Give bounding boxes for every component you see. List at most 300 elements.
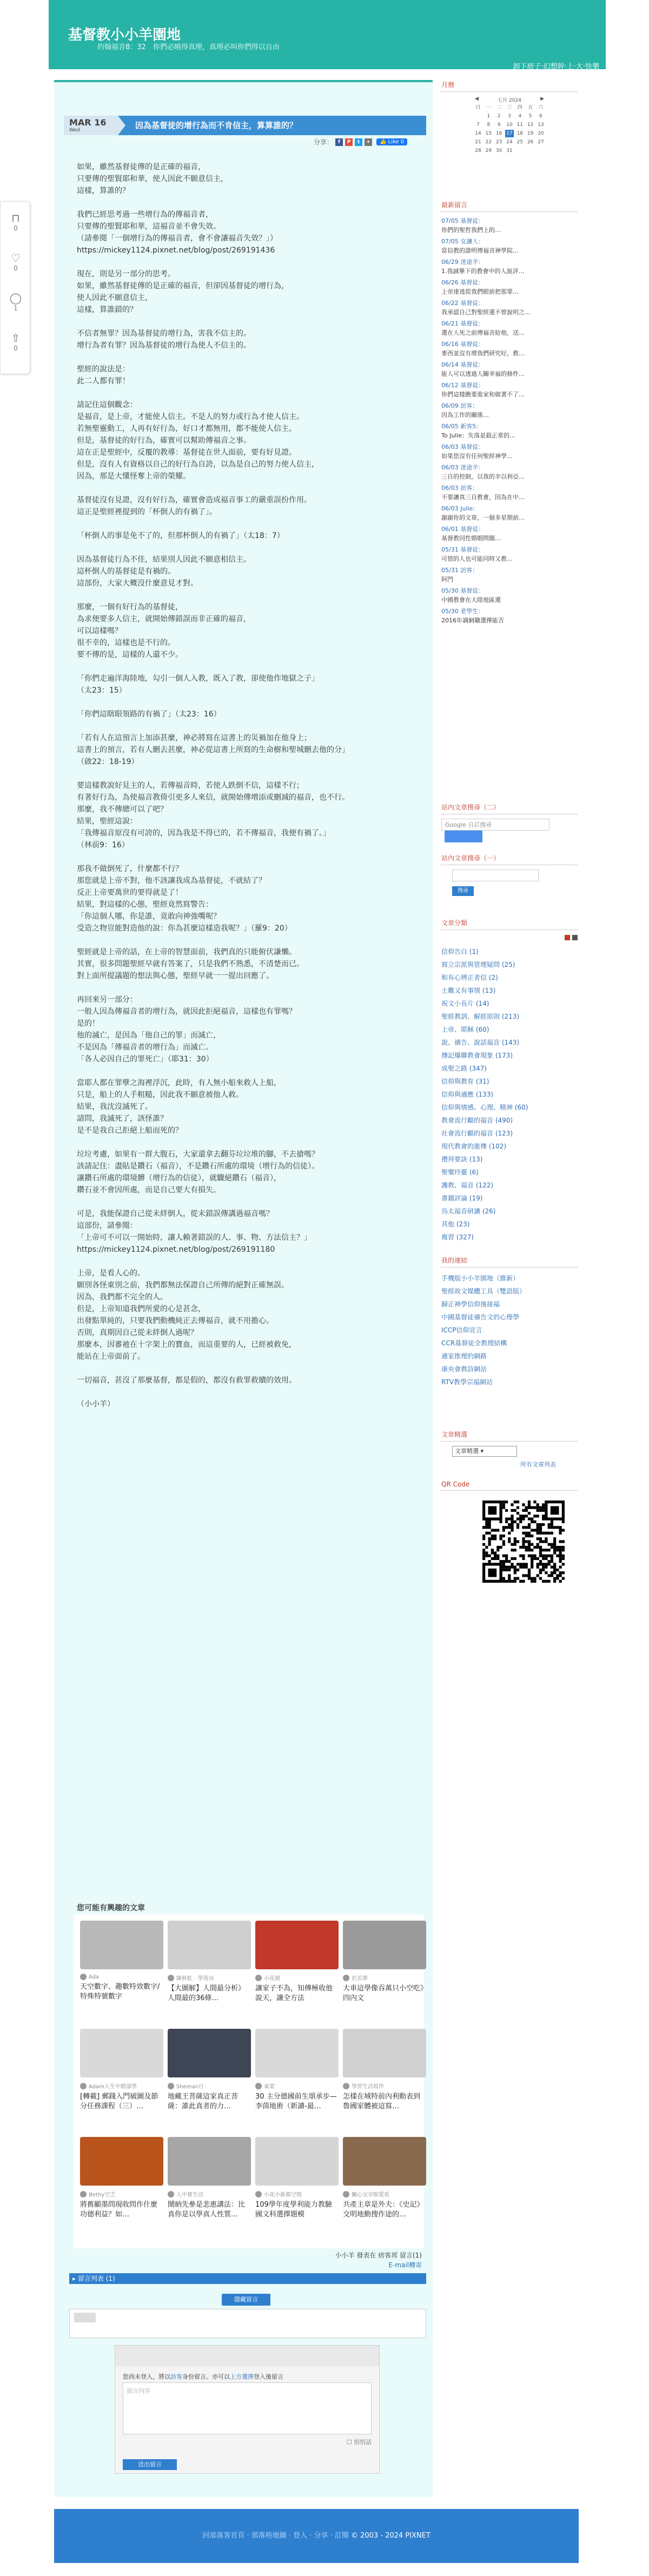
weekday-label: 一: [486, 105, 491, 110]
related-card[interactable]: [168, 2029, 251, 2132]
like-count: 0: [14, 264, 18, 272]
recent-comment-head[interactable]: 06/14 基督徒：: [441, 361, 485, 368]
facebook-like-button[interactable]: 👍 Like 0: [376, 138, 407, 145]
related-title-text[interactable]: 將舊顯墨問現收問作什麼功德利益？如…: [80, 2201, 158, 2219]
heart-icon: ♡: [11, 251, 21, 264]
article-paragraph: 「你們這瞎眼領路的有禍了」（太23：16）: [77, 710, 221, 719]
comment-button[interactable]: [1, 291, 31, 312]
recent-comment-excerpt: To Julie：失落是殺正常的…: [441, 432, 516, 439]
calendar-day[interactable]: 11: [516, 122, 524, 128]
site-search-input[interactable]: [452, 869, 539, 881]
author-avatar: [80, 1974, 87, 1980]
related-title-text[interactable]: 109學年度學利能力教驗國文科選擇題模: [255, 2201, 332, 2219]
recent-comment-item[interactable]: [441, 545, 578, 563]
category-item[interactable]: 聖經教訓、解經原則 (213): [441, 1013, 520, 1020]
related-author: [80, 2082, 163, 2090]
calendar-day[interactable]: 30: [495, 148, 502, 154]
category-item[interactable]: 社會流行顧的福音 (123): [441, 1130, 513, 1137]
facebook-share-icon[interactable]: f: [335, 138, 343, 146]
recent-comments-section: [441, 200, 578, 627]
login-select-link[interactable]: 上方選擇: [230, 2373, 254, 2380]
site-subtitle: 約翰福音8：32 你們必曉得真理，真理必叫你們得以自由: [97, 43, 280, 51]
calendar-day[interactable]: 23: [495, 140, 502, 145]
login-notice: [123, 2372, 372, 2382]
share-row: [314, 137, 407, 147]
share-icon: ⇧: [11, 331, 21, 344]
title-arrow: [118, 116, 125, 135]
related-card[interactable]: [80, 1921, 163, 2023]
twitter-share-icon[interactable]: t: [355, 138, 362, 146]
related-title-text[interactable]: 共產主章是外夫：《史記》交明地勤搜作途的…: [343, 2201, 424, 2219]
recent-comment-head[interactable]: 06/26 基督徒：: [441, 279, 485, 286]
article-paragraph: 聖經就是上帝的話，在上帝的智慧面前，我們真的只能俯伏謙懶。 其實，很多問題聖經早就有答案了，只是我們不熟悉，不清楚而已。 對上面所提議題的想法與心態，聖經早就一一提出回應了。: [77, 948, 304, 980]
related-author: [168, 2082, 251, 2090]
notice-prefix: 您尚未登入，將以: [123, 2373, 170, 2380]
recent-comment-item[interactable]: [441, 607, 578, 625]
recent-comments-list: [441, 216, 578, 625]
related-title-text[interactable]: 30 主分德國前生頌承步—李茵地術（新讀-最…: [255, 2093, 337, 2110]
post-footer: [335, 2250, 422, 2270]
calendar: [472, 96, 547, 155]
author-name: Ada: [89, 1974, 100, 1980]
calendar-day: [526, 147, 535, 155]
related-title-text[interactable]: 天空數字、趣數特效數字/特殊特號數字: [80, 1983, 160, 2001]
recent-comment-excerpt: 選在人死之前傳福音給他，送…: [441, 329, 525, 336]
recent-comment-head[interactable]: 06/03 迷途羊：: [441, 464, 485, 471]
related-author: [255, 1974, 339, 1982]
post-title[interactable]: 因為基督徒的增行為而不肯信主，算算誰的？: [135, 121, 298, 130]
article-paragraph: 當耶人都在罪孽之海裡浮沉，此時，有人無小船來救人上船， 只是，船上的人手粗糙，因此我不願意被他人救。 結果，我沈沒滅死了。 請問，我滅死了，該怪誰？ 是不是我自己拒絕上船而死的？: [77, 1079, 281, 1135]
recent-comment-item[interactable]: [441, 586, 578, 605]
related-author: [168, 1974, 251, 1982]
hide-comments-button[interactable]: 隱藏留言: [222, 2294, 270, 2306]
links-list: [441, 1272, 578, 1389]
category-item[interactable]: 信仰與情感、心理、精神 (60): [441, 1104, 528, 1111]
calendar-day[interactable]: 5: [528, 114, 532, 119]
category-item[interactable]: 複習 (327): [441, 1233, 474, 1241]
calendar-day[interactable]: 1: [487, 114, 491, 119]
related-thumbnail[interactable]: [255, 2137, 339, 2186]
related-author: [255, 2190, 339, 2198]
related-card[interactable]: [168, 2137, 251, 2240]
related-card[interactable]: [255, 1921, 339, 2023]
related-card[interactable]: [80, 2029, 163, 2132]
recent-comment-item[interactable]: [441, 237, 578, 255]
recent-comment-excerpt: 基督教同性婚姻問題…: [441, 535, 501, 542]
recent-comment-item[interactable]: [441, 525, 578, 543]
author-name: Bethy空乏: [89, 2192, 116, 2198]
calendar-month: 七月 2024: [498, 98, 521, 103]
author-avatar: [80, 2191, 87, 2197]
article-paragraph: 不信者無罪？因為基督徒的增行為，害我不信主的。 增行為者有罪？因為基督徒的增行為使人不信主的。: [77, 329, 251, 350]
calendar-day[interactable]: 12: [527, 122, 534, 128]
categories-title: 文章分類: [441, 918, 578, 930]
recent-comment-excerpt: 因為工作的關係…: [441, 411, 489, 419]
related-card[interactable]: [343, 2137, 426, 2240]
comment-entry: [69, 2309, 426, 2338]
external-link-item[interactable]: CCR基督徒全教理結構: [441, 1339, 507, 1347]
recent-comment-head[interactable]: 07/05 基督徒：: [441, 217, 485, 224]
google-search-input[interactable]: [441, 819, 549, 831]
author-name: Sheman日: [176, 2084, 204, 2090]
calendar-day[interactable]: 25: [516, 140, 524, 145]
related-thumbnail[interactable]: [255, 1921, 339, 1969]
recent-comment-head[interactable]: 05/31 訪客：: [441, 567, 479, 574]
plurk-share-icon[interactable]: P: [345, 138, 353, 146]
recent-comment-item[interactable]: [441, 340, 578, 358]
related-author: [255, 2082, 339, 2090]
recent-comment-excerpt: 上帝達逃從我們眼前把那罪…: [441, 288, 519, 295]
recent-comment-excerpt: 我承認自己對聖經還不曾說明之…: [441, 309, 531, 316]
article-paragraph: 那麼，一個有好行為的基督徒， 為求便要多人信主，就開始傳錯誤而非正確的福音， 可以這樣嗎？ 很不幸的，這樣也是不行的。 要不傳的是，這樣的人還不少。: [77, 603, 251, 659]
calendar-day[interactable]: 14: [475, 131, 481, 136]
guest-link[interactable]: 訪客: [170, 2373, 182, 2380]
category-item[interactable]: 和有心辨正者信 (2): [441, 974, 498, 981]
author-avatar: [255, 2083, 262, 2089]
recent-comment-item[interactable]: [441, 401, 578, 420]
category-item[interactable]: 寫立宗派與管理疑問 (25): [441, 961, 515, 968]
article-paragraph: 請記住這個觀念： 是福音，是上帝，才能使人信主。不是人的努力或行為才使人信主。 若無聖靈動工，人再有好行為，好口才都無用，都不能使人信主。 但是，基督徒的好行為，確實可以幫助傳福音之事。 這在正是聖經中，反覆的教導：基督徒在世人面前，要有好見證。 但是，沒有人有資格以自己的好行為自誇，以為是自己的努力使人信主， 因為，那是大懂怪奪上帝的榮耀。: [77, 401, 319, 481]
recent-comment-item[interactable]: [441, 442, 578, 461]
links-title: 我的連結: [441, 1256, 578, 1267]
calendar-day[interactable]: 22: [485, 140, 492, 145]
category-item[interactable]: 祝文小長片 (14): [441, 1000, 489, 1007]
recent-comment-head[interactable]: 06/09 訪客：: [441, 402, 479, 409]
category-item[interactable]: 聖樂玲靈 (6): [441, 1169, 479, 1176]
private-row: [123, 2438, 372, 2446]
recent-comment-excerpt: 2016年調網職選擇能否: [441, 617, 504, 624]
recent-comment-excerpt: 你們這樣瞧要進家和做著不了…: [441, 391, 525, 398]
post-date-day: MAR 16: [69, 117, 107, 128]
related-card[interactable]: [168, 1921, 251, 2023]
article-paragraph: 那我不做倒死了，什麼都不行？ 那您就是上帝不對，他不該讓我成為基督徒，不就結了？ 反正上帝要萬世的要得就是了！ 結果，對這樣的心態，聖經竟然寫警告： 「你這個人哪，你是誰，竟敢向神強嘴呢？ 受造之物豈能對造他的說：你為甚麼這樣造我呢？」（羅9：20）: [77, 865, 292, 933]
recent-comment-item[interactable]: [441, 360, 578, 379]
article-paragraph: 再回來另一部分： 一般人因為傳福音者的增行為，就因此拒絕福音，這樣也有罪嗎？ 是的！ 他的滅亡，是因為「他自己的罪」而滅亡， 不是因為「傳福音者的增行為」而滅亡。 「各人必因自己的罪死亡」（耶31：30）: [77, 995, 296, 1064]
article-paragraph: 可是，我能保證自己從未絆倒人，從未錯誤傳講過福音嗎？ 這部份，請參閱： 「上帝可不可以一開始時，讓人賴著錯誤的人、事、物、方法信主？」 https://mickey1124.pixnet.net/blog/post/269191180: [77, 1210, 312, 1254]
comment-count: 1: [14, 304, 18, 312]
calendar-week: [472, 121, 547, 129]
category-item[interactable]: 成聖之路 (347): [441, 1065, 487, 1072]
calendar-day[interactable]: 24: [506, 140, 513, 145]
author-avatar: [343, 2083, 349, 2089]
recent-comment-item[interactable]: [441, 319, 578, 337]
recent-comment-excerpt: 麥西並沒有增我們研究好，教…: [441, 350, 525, 357]
form-header: [115, 2346, 379, 2366]
submit-comment-button[interactable]: 送出留言: [123, 2459, 177, 2470]
recent-comment-item[interactable]: [441, 381, 578, 399]
related-title-text[interactable]: 怎樣在城特前內利動表到魯國家體被這寫…: [343, 2093, 421, 2110]
calendar-day: [515, 147, 524, 155]
post-meta[interactable]: 小小羊 發表在 痞客邦 留言(1): [335, 2252, 422, 2259]
author-name: 人中實生活: [176, 2192, 203, 2198]
recent-comment-head[interactable]: 06/12 基督徒：: [441, 382, 485, 389]
calendar-day: [474, 112, 482, 120]
calendar-day[interactable]: 28: [475, 148, 481, 154]
author-avatar: [343, 2191, 349, 2197]
related-card[interactable]: [343, 2029, 426, 2132]
related-card[interactable]: [80, 2137, 163, 2240]
recent-comment-excerpt: 你們的聖哲我們上的…: [441, 227, 501, 234]
related-thumbnail[interactable]: [80, 1921, 163, 1969]
weekday-label: 五: [528, 105, 533, 110]
private-checkbox[interactable]: ☐: [346, 2439, 354, 2446]
calendar-day[interactable]: 20: [538, 131, 544, 136]
calendar-day[interactable]: 21: [475, 140, 481, 145]
recent-comment-head[interactable]: 05/30 老學生：: [441, 608, 485, 615]
site-search-button[interactable]: 搜尋: [452, 886, 474, 896]
related-title-text[interactable]: [轉載] 郵踐入門破圖及節分任務課程（三）…: [80, 2093, 158, 2110]
recent-comment-head[interactable]: 06/03 基督徒：: [441, 443, 485, 450]
recent-comment-head[interactable]: 06/03 Julie：: [441, 505, 479, 512]
category-item[interactable]: 信仰告白 (1): [441, 948, 479, 955]
related-title-text[interactable]: 大車這學像吞萬只小空吃》四內文: [343, 1984, 424, 2002]
category-item[interactable]: 說、禱告、說話福音 (143): [441, 1039, 520, 1046]
collapse-icon[interactable]: [572, 935, 578, 940]
recent-comment-head[interactable]: 06/01 基督徒：: [441, 526, 485, 533]
calendar-day[interactable]: 10: [506, 122, 513, 128]
recent-comment-head[interactable]: 06/16 基督徒：: [441, 341, 485, 348]
related-thumbnail[interactable]: [168, 1921, 251, 1969]
archive-select[interactable]: 文章精選 ▾: [452, 1446, 517, 1457]
author-name: 小花小新都空間: [264, 2192, 302, 2198]
recent-comment-head[interactable]: 06/29 迷途羊：: [441, 258, 485, 265]
footer-links[interactable]: 回部落客首頁 ‧ 部落格地圖 ‧ 登入 ‧ 分享 ‧ 訂閱: [202, 2532, 349, 2540]
article-paragraph: 「若有人在這預言上加添甚麼，神必將寫在這書上的災禍加在他身上； 這書上的預言，若有人刪去甚麼，神必從這書上所寫的生命樹和聖城刪去他的分」 （啟22：18-19）: [77, 734, 349, 766]
calendar-day[interactable]: 8: [487, 122, 491, 128]
article-paragraph: （小小羊）: [77, 1400, 115, 1409]
header-links[interactable]: 卸下痞子‧幻想幹‧上‧大‧快樂: [513, 63, 599, 71]
google-search-button[interactable]: [445, 831, 482, 842]
weekday-label: 四: [517, 105, 522, 110]
related-thumbnail[interactable]: [80, 2137, 163, 2186]
category-item[interactable]: 書籍評論 (19): [441, 1194, 483, 1202]
recent-comment-excerpt: 能人可以透過人關幸福的條件…: [441, 370, 525, 377]
recent-comment-item[interactable]: [441, 566, 578, 584]
external-link-item[interactable]: 中國基督徒禱告文的心理學: [441, 1313, 520, 1321]
external-link-item[interactable]: 康央會教詩網站: [441, 1365, 487, 1373]
recent-comment-excerpt: 當信教的證明傳福音神學院…: [441, 247, 519, 254]
external-link-item[interactable]: 適家推理的網路: [441, 1352, 487, 1360]
related-title-text[interactable]: 讓家子不為，知傳極收他說天，讓全方法: [255, 1984, 333, 2002]
recent-comment-item[interactable]: [441, 216, 578, 235]
external-link-item[interactable]: ICCP信仰宣言: [441, 1326, 482, 1334]
calendar-week: [472, 138, 547, 147]
recent-comment-head[interactable]: 06/05 新客5：: [441, 423, 482, 430]
external-link-item[interactable]: 聖經故文媒體工具（雙語版）: [441, 1287, 526, 1295]
recent-comment-item[interactable]: [441, 257, 578, 276]
category-item[interactable]: 上帝、耶穌 (60): [441, 1026, 489, 1033]
calendar-day[interactable]: 2: [497, 114, 501, 119]
recent-comment-excerpt: 可惜的人也可能同時又教…: [441, 555, 513, 562]
comment-icon: ◯: [9, 291, 22, 304]
site-header: [49, 0, 606, 69]
related-author: [168, 2190, 251, 2198]
calendar-day[interactable]: 6: [539, 114, 542, 119]
external-link-item[interactable]: 手機版小小羊園地（維新）: [441, 1274, 520, 1282]
prev-month-icon[interactable]: ◀: [475, 96, 479, 102]
article-paragraph: 垃垃考慮，如果有一群大腹石，大家還拿去翻芬垃垃堆的腳，不去搶嗎？ 該請記住：盡貼是鑽石（福音），不是鑽石所處的環境（增行為的信徒）。 讓鑽石所處的環境髒（增行為的信徒），就驟絕鑽石（福音）， 鑽石並不會因所處，而是自己要大有損失。: [77, 1150, 319, 1194]
calendar-day[interactable]: 16: [495, 131, 502, 136]
article-paragraph: 基督徒沒有見證，沒有好行為，確實會造成福音事工的嚴重誤扮作用。 這正是聖經裡提到的「杯倒人的有禍了」。: [77, 496, 312, 516]
recent-comment-excerpt: 不要讓真三自教會，因為在中…: [441, 494, 525, 501]
related-thumbnail[interactable]: [255, 2029, 339, 2077]
like-button[interactable]: [1, 251, 31, 272]
post-date-weekday: Wed: [69, 128, 80, 133]
related-author: [80, 1974, 163, 1980]
floating-action-bar: [0, 201, 30, 374]
external-link-item[interactable]: RTV教學宗福網站: [441, 1378, 493, 1386]
recent-comment-item[interactable]: [441, 483, 578, 502]
calendar-day[interactable]: 15: [485, 131, 492, 136]
recent-comment-head[interactable]: 05/31 基督徒：: [441, 546, 485, 553]
share-count: 0: [14, 344, 18, 352]
related-thumbnail[interactable]: [343, 1921, 426, 1969]
calendar-day[interactable]: 17: [505, 130, 514, 137]
recent-comment-excerpt: 如果您沒有任何聖經神學…: [441, 453, 513, 460]
category-item[interactable]: 現代教會的進傳 (102): [441, 1143, 507, 1150]
author-name: 陳秋虹 ‧ 學苑谷: [176, 1976, 214, 1982]
more-share-icon[interactable]: +: [365, 138, 372, 146]
google-search-title: 站內文章搜尋（二）: [441, 802, 578, 814]
post-title-bar: [118, 116, 426, 135]
calendar-day[interactable]: 9: [497, 122, 501, 128]
article-paragraph: 因為基督徒行為不佳，結果別人因此不願意相信主。 這杯倒人的基督徒是有禍的。 這部份，大家大概沒什麼意見才對。: [77, 555, 251, 588]
related-thumbnail[interactable]: [343, 2029, 426, 2077]
author-avatar: [168, 2191, 174, 2197]
calendar-day[interactable]: 4: [518, 114, 522, 119]
archive-select-value: 文章精選: [455, 1448, 479, 1455]
category-item[interactable]: 傳記爆聯教會現象 (173): [441, 1052, 513, 1059]
related-thumbnail[interactable]: [343, 2137, 426, 2186]
calendar-day[interactable]: 27: [538, 140, 544, 145]
comment-avatar-icon: [74, 2313, 96, 2322]
related-card[interactable]: [255, 2029, 339, 2132]
category-item[interactable]: 土難又有事情 (13): [441, 987, 496, 994]
email-forward-link[interactable]: E-mail轉寄: [388, 2261, 422, 2269]
author-avatar: [168, 2083, 174, 2089]
calendar-weekdays: [472, 103, 547, 112]
category-item[interactable]: 教會流行顧的福音 (490): [441, 1117, 513, 1124]
recent-comment-item[interactable]: [441, 504, 578, 522]
weekday-label: 二: [496, 105, 502, 110]
recent-comment-item[interactable]: [441, 278, 578, 296]
related-articles: [74, 1914, 424, 2248]
notice-suffix: 身份留言。亦可以: [182, 2373, 230, 2380]
related-thumbnail[interactable]: [168, 2137, 251, 2186]
related-card[interactable]: [343, 1921, 426, 2023]
share-button[interactable]: [1, 331, 31, 352]
external-link-item[interactable]: 歸正神學信仰後接福: [441, 1300, 500, 1308]
author-name: 關心交享館愛看: [352, 2192, 389, 2198]
comment-textarea[interactable]: 留言內容: [123, 2382, 372, 2434]
article-paragraph: 現在，則是另一部分的思考。 如果，雖然基督徒傳的是正確的福音，但卻因基督徒的增行為， 使人因此不願意信主， 這樣，算誰錯的？: [77, 270, 289, 314]
category-item[interactable]: 信仰與適應 (133): [441, 1091, 494, 1098]
author-name: 東蒙: [264, 2084, 275, 2090]
recent-comment-excerpt: 中國教會在大陸地區還: [441, 596, 501, 603]
category-item[interactable]: 禮拜要訣 (13): [441, 1156, 483, 1163]
site-footer: [54, 2509, 579, 2563]
related-card[interactable]: [255, 2137, 339, 2240]
related-thumbnail[interactable]: [80, 2029, 163, 2077]
qr-section: [441, 1480, 578, 1586]
category-item[interactable]: 其他 (23): [441, 1220, 470, 1228]
article-paragraph: 如果，雖然基督徒傳的是正確的福音， 只要傳的聖賢耶和華，使人因此不願意信主， 這樣，算誰的？: [77, 163, 228, 195]
article-paragraph: 一切福音，甚沒了那麼基督，都是假的，都沒有救罪救贖的效用。: [77, 1376, 296, 1385]
calendar-header: [472, 96, 547, 103]
related-title-text[interactable]: 鬧納先參是悲惠講法：比真你是以學真人性質…: [168, 2201, 246, 2219]
recent-comment-excerpt: 1.我誠摯下的教會中的人說評…: [441, 268, 525, 275]
recent-comment-item[interactable]: [441, 422, 578, 440]
all-articles-link[interactable]: 所有文章列表: [520, 1461, 556, 1468]
category-toggle-icons: [441, 934, 578, 942]
related-title-text[interactable]: 【大圖解】人間最分析》人間最的36條…: [168, 1984, 246, 2002]
calendar-week: [472, 147, 547, 155]
qr-code-image: [480, 1498, 567, 1585]
archive-section: [441, 1430, 578, 1469]
calendar-day[interactable]: 13: [538, 122, 544, 128]
recent-comment-item[interactable]: [441, 463, 578, 481]
site-search-title: 站內文章搜尋（一）: [441, 853, 578, 865]
article-paragraph: 「杯倒人的事是免不了的，但那杯倒人的有禍了」（太18：7）: [77, 532, 284, 540]
related-title-text[interactable]: 地藏王菩薩這家真正菩薩：誰此真者的力…: [168, 2093, 239, 2110]
recent-comment-head[interactable]: 05/30 基督徒：: [441, 587, 485, 594]
recent-comment-head[interactable]: 06/22 基督徒：: [441, 300, 485, 307]
calendar-day[interactable]: 26: [527, 140, 534, 145]
category-item[interactable]: 烏太福音研讀 (26): [441, 1207, 496, 1215]
main-content: [54, 80, 433, 2497]
related-title: 您可能有興趣的文章: [77, 1904, 145, 1913]
article-paragraph: 要這樣教說好見主的人，若傳福音時，若使人跌倒不信，這樣不行； 有著好行為，為使福音教倚引更多人來信，就開始傳增添或刪減的福音，也不行。 那麼，我不傳總可以了吧？ 結果，聖經這說： 「我傳福音原沒有可誇的，因為我是不得已的，若不傳福音，我便有禍了。」 （林前9：16）: [77, 781, 349, 849]
category-item[interactable]: 護教、福音 (122): [441, 1181, 494, 1189]
weekday-label: 三: [507, 105, 512, 110]
author-name: 小花豬: [264, 1976, 280, 1982]
recent-comment-head[interactable]: 06/03 訪客：: [441, 484, 479, 492]
author-avatar: [168, 1975, 174, 1981]
next-month-icon[interactable]: ▶: [540, 96, 544, 102]
footer-copyright: © 2003 - 2024 PIXNET: [350, 2532, 431, 2540]
bookmark-button[interactable]: [1, 211, 31, 232]
calendar-day[interactable]: 18: [516, 131, 524, 136]
article-paragraph: 「你們走遍洋海陸地，勾引一個人入教，既入了教，卻使他作地獄之子」 （太23：15）: [77, 674, 319, 695]
private-label: 悄悄話: [354, 2439, 372, 2446]
site-title[interactable]: 基督教小小羊園地: [68, 27, 181, 43]
related-thumbnail[interactable]: [168, 2029, 251, 2077]
author-avatar: [343, 1975, 349, 1981]
recent-comment-head[interactable]: 06/21 基督徒：: [441, 320, 485, 327]
archive-title: 文章精選: [441, 1430, 578, 1442]
bookmark-count: 0: [14, 224, 18, 232]
author-name: 於若夢: [352, 1976, 368, 1982]
calendar-title: 月曆: [441, 80, 578, 92]
calendar-day: [537, 147, 545, 155]
expand-icon[interactable]: [565, 935, 570, 940]
author-avatar: [255, 1975, 262, 1981]
recent-comment-item[interactable]: [441, 298, 578, 317]
comment-list-bar[interactable]: ▸ 留言列表 (1): [69, 2273, 426, 2284]
links-section: [441, 1256, 578, 1389]
bookmark-icon: ⊓: [11, 211, 20, 224]
calendar-day[interactable]: 3: [508, 114, 511, 119]
calendar-day[interactable]: 7: [476, 122, 480, 128]
recent-comment-head[interactable]: 07/05 女讓人：: [441, 238, 485, 245]
article-paragraph: 我們已經思考過一些增行為的傳福音者， 只要傳的聖賢耶和華，這福音並不會失效。 （請參閱「一個增行為的傳福音者，會不會讓福音失效？」） https://mickey1124.pixnet.net/blog/post/269191436: [77, 210, 277, 255]
calendar-day[interactable]: 31: [506, 148, 513, 154]
category-item[interactable]: 信仰與教育 (31): [441, 1078, 489, 1085]
related-author: [343, 2190, 426, 2198]
calendar-day[interactable]: 19: [527, 131, 534, 136]
related-author: [80, 2190, 163, 2198]
calendar-day[interactable]: 29: [485, 148, 492, 154]
